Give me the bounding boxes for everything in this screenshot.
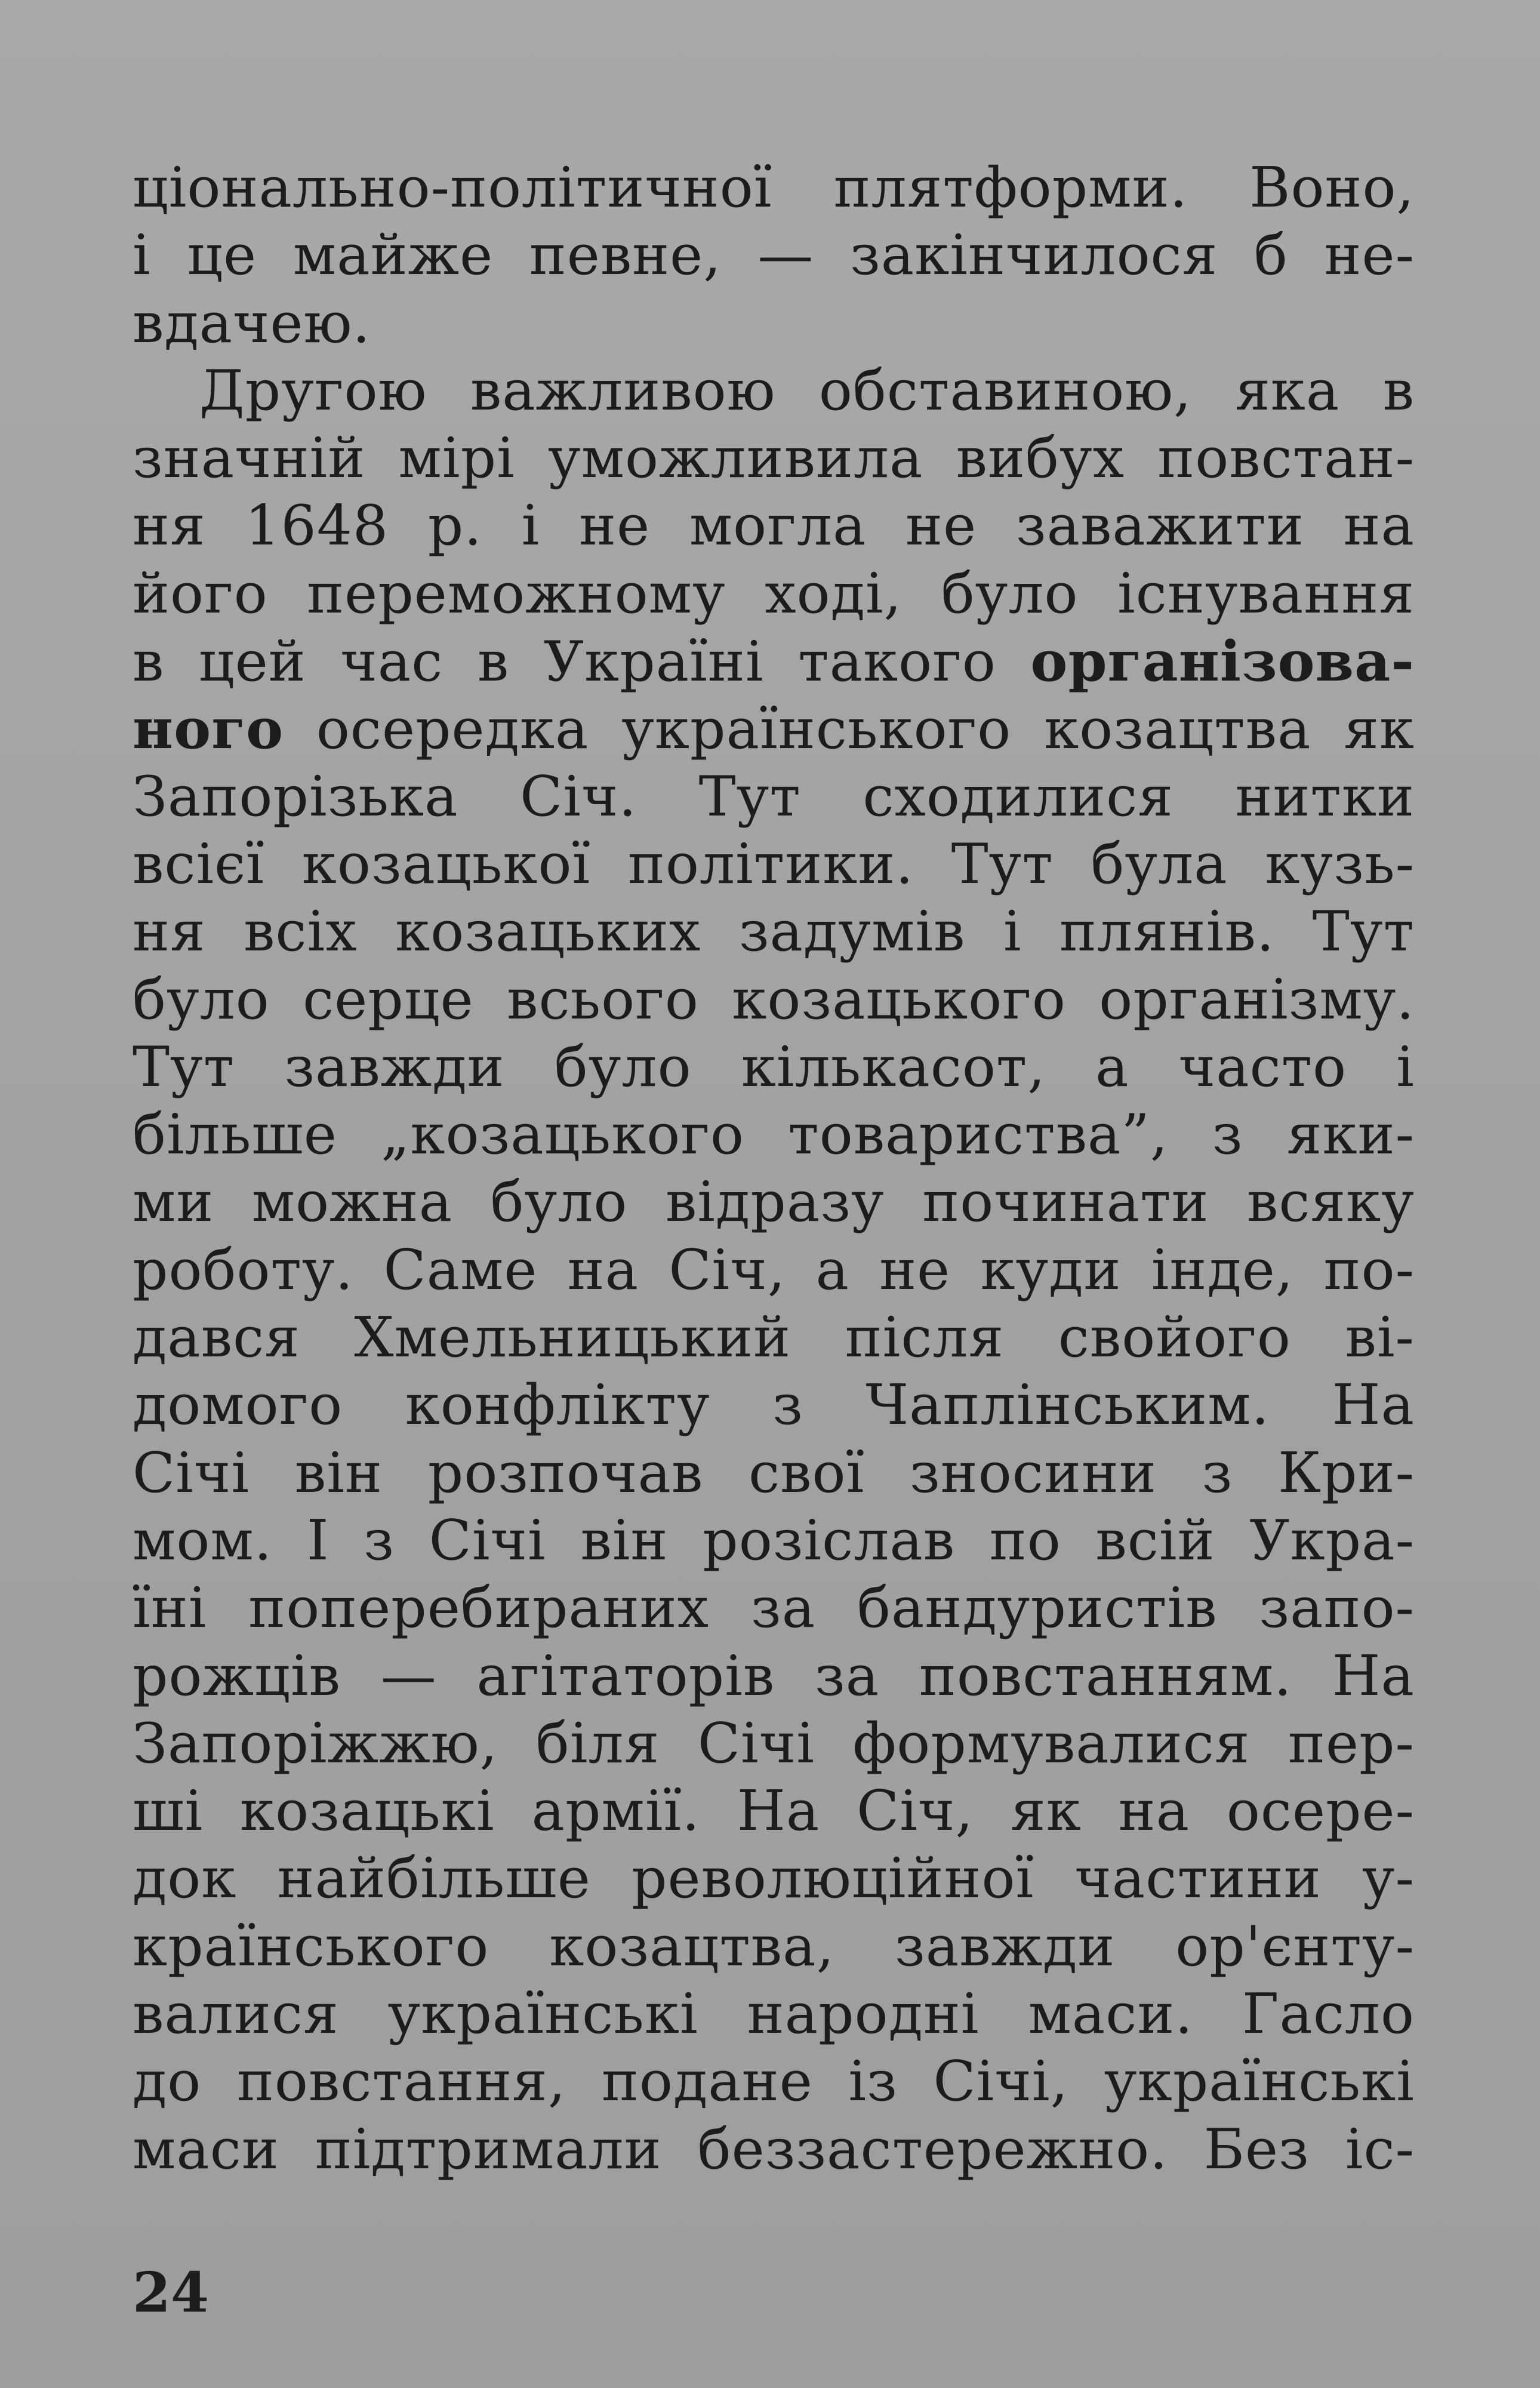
text-line: його переможному ході, було існування — [133, 561, 1415, 626]
text-line: док найбільше революційної частини у- — [133, 1846, 1415, 1911]
text-line: країнського козацтва, завжди ор'єнту- — [133, 1913, 1415, 1978]
text-line: маси підтримали беззастережно. Без іс- — [133, 2116, 1415, 2181]
text-line — [133, 627, 1415, 695]
text-line: і це майже певне, — закінчилося б не- — [133, 223, 1415, 288]
text-line: домого конфлікту з Чаплінським. На — [133, 1373, 1415, 1438]
text-segment: осередка українського козацтва як — [284, 697, 1415, 762]
text-line: дався Хмельницький після свойого ві- — [133, 1305, 1415, 1370]
paragraph-start-line: Другою важливою обставиною, яка в — [199, 358, 1415, 423]
text-line: ші козацькі армії. На Січ, як на осере- — [133, 1778, 1415, 1844]
text-line: ціонально-політичної плятформи. Воно, — [133, 155, 1415, 220]
text-line: вдачею. — [133, 290, 371, 355]
text-line: було серце всього козацького організму. — [133, 967, 1415, 1032]
bold-text-segment: організова- — [1030, 629, 1415, 694]
text-line: ми можна було відразу починати всяку — [133, 1170, 1415, 1235]
text-line: значній мірі уможливила вибух повстан- — [133, 426, 1415, 491]
text-line: мом. І з Січі він розіслав по всій Укра- — [133, 1507, 1415, 1572]
text-line: рожців — агітаторів за повстанням. На — [133, 1643, 1415, 1708]
text-line: Запорізька Січ. Тут сходилися нитки — [133, 764, 1415, 829]
text-line: Запоріжжю, біля Січі формувалися пер- — [133, 1710, 1415, 1775]
body-text — [133, 154, 1415, 2183]
page-number: 24 — [133, 2260, 210, 2325]
text-line: Січі він розпочав свої зносини з Кри- — [133, 1440, 1415, 1505]
text-line: валися українські народні маси. Гасло — [133, 1981, 1415, 2047]
text-segment: в цей час в Україні такого — [133, 629, 1031, 694]
text-line: більше „козацького товариства”, з яки- — [133, 1102, 1415, 1167]
bold-text-segment: ного — [133, 696, 284, 762]
text-line: до повстання, подане із Січі, українські — [133, 2049, 1415, 2114]
text-line: ня 1648 р. і не могла не заважити на — [133, 493, 1415, 558]
text-line: ня всіх козацьких задумів і плянів. Тут — [133, 899, 1415, 964]
text-line: їні поперебираних за бандуристів запо- — [133, 1575, 1415, 1641]
text-line: Тут завжди було кількасот, а часто і — [133, 1034, 1415, 1099]
text-line — [133, 695, 1415, 762]
text-line: роботу. Саме на Січ, а не куди інде, по- — [133, 1237, 1415, 1302]
text-line: всієї козацької політики. Тут була кузь- — [133, 831, 1415, 896]
